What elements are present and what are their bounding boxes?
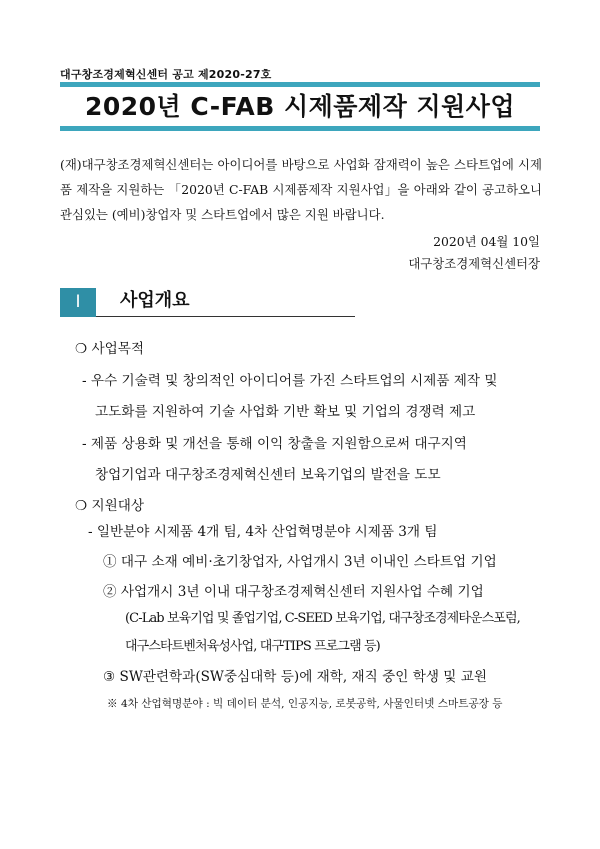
section-header <box>60 288 355 317</box>
document-title: 2020년 C-FAB 시제품제작 지원사업 <box>84 92 516 121</box>
target-criterion-2-line-2: (C-Lab 보육기업 및 졸업기업, C-SEED 보육기업, 대구창조경제타운스포럼, <box>125 611 520 626</box>
target-criterion-2-line-3: 대구스타트벤처육성사업, 대구TIPS 프로그램 등) <box>125 639 380 654</box>
target-note: ※ 4차 산업혁명분야 : 빅 데이터 분석, 인공지능, 로봇공학, 사물인터넷 스마트공장 등 <box>107 698 503 710</box>
section-underline <box>96 316 355 317</box>
issuer-name: 대구창조경제혁신센터장 <box>408 256 540 271</box>
target-heading: ❍ 지원대상 <box>75 498 145 514</box>
target-summary: - 일반분야 시제품 4개 팀, 4차 산업혁명분야 시제품 3개 팀 <box>88 524 438 540</box>
intro-paragraph: (재)대구창조경제혁신센터는 아이디어를 바탕으로 사업화 잠재력이 높은 스타트업에 시제품 제작을 지원하는 「2020년 C-FAB 시제품제작 지원사업」을 아래와 같이 공고하오니 관심있는 (예비)창업자 및 스타트업에서 많은 지원 바랍니다. <box>60 157 542 222</box>
issue-block <box>408 231 540 275</box>
target-criterion-3: ③ SW관련학과(SW중심대학 등)에 재학, 재직 중인 학생 및 교원 <box>103 669 488 685</box>
section-number-badge: Ⅰ <box>60 288 96 317</box>
purpose-item-1-line-1: - 우수 기술력 및 창의적인 아이디어를 가진 스타트업의 시제품 제작 및 <box>82 373 498 389</box>
purpose-item-2-line-1: - 제품 상용화 및 개선을 통해 이익 창출을 지원함으로써 대구지역 <box>82 436 467 452</box>
purpose-item-1-line-2: 고도화를 지원하여 기술 사업화 기반 확보 및 기업의 경쟁력 제고 <box>95 404 476 420</box>
notice-number: 대구창조경제혁신센터 공고 제2020-27호 <box>60 68 272 81</box>
purpose-item-2-line-2: 창업기업과 대구창조경제혁신센터 보육기업의 발전을 도모 <box>95 467 441 483</box>
target-criterion-2-line-1: ② 사업개시 3년 이내 대구창조경제혁신센터 지원사업 수혜 기업 <box>103 584 484 600</box>
title-bottom-rule <box>60 126 540 131</box>
section-title: 사업개요 <box>120 290 190 311</box>
title-top-rule <box>60 82 540 87</box>
purpose-heading: ❍ 사업목적 <box>75 341 145 357</box>
target-criterion-1: ① 대구 소재 예비·초기창업자, 사업개시 3년 이내인 스타트업 기업 <box>103 554 497 570</box>
issue-date: 2020년 04월 10일 <box>433 234 540 249</box>
